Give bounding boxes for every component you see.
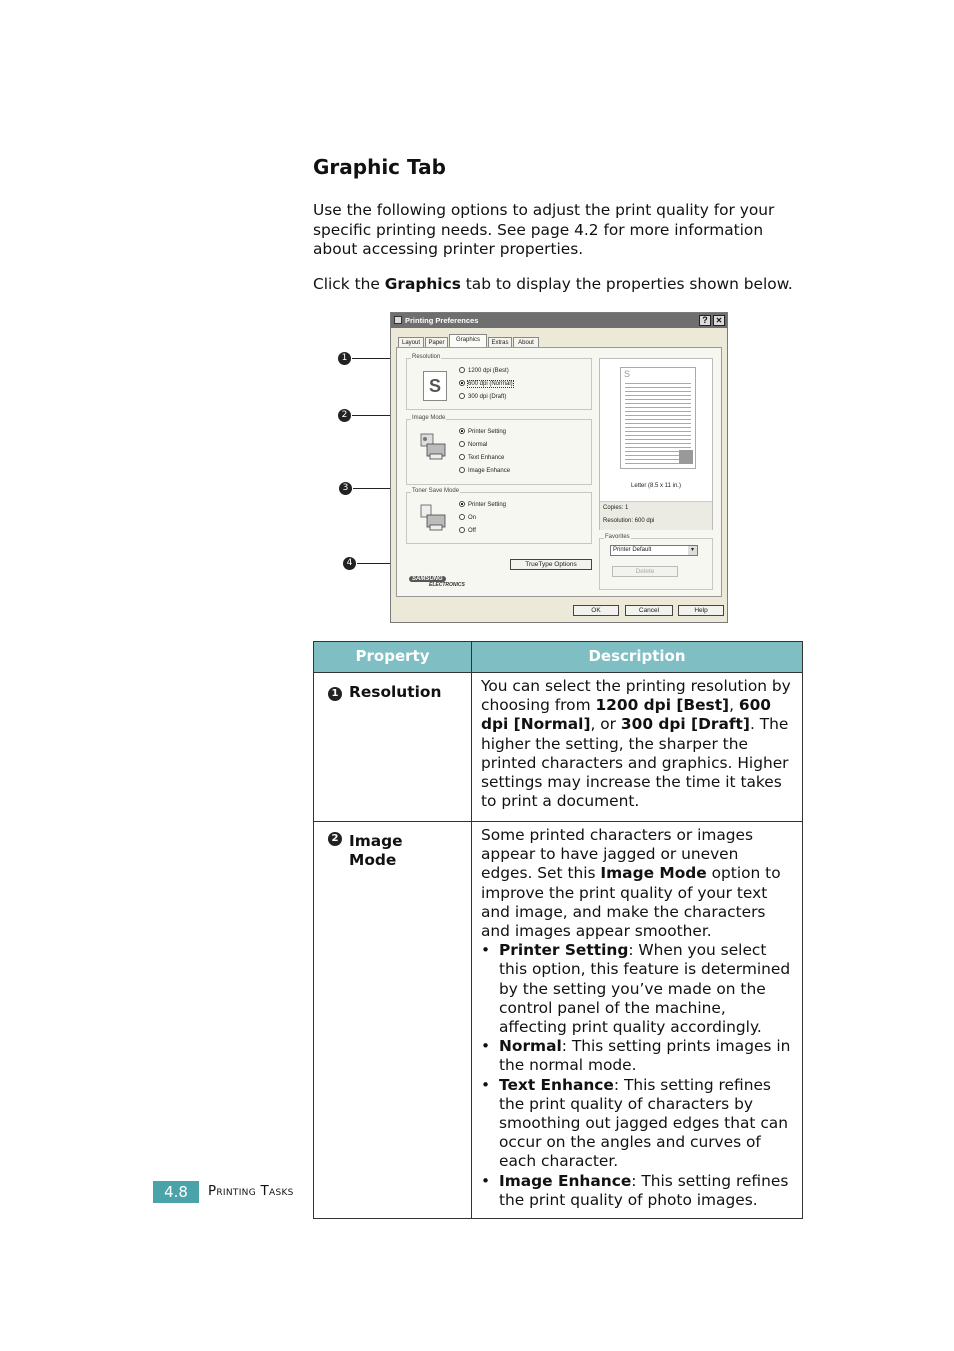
desc-text: , or [590,715,621,734]
bullet-text: : This setting prints images in the normal mode. [499,1037,791,1075]
list-item [499,941,794,1037]
radio-dot-icon [459,367,465,373]
table-header-row [314,642,803,673]
radio-1200dpi[interactable] [459,367,509,375]
radio-dot-selected-icon [459,501,465,507]
radio-300dpi[interactable] [459,393,506,401]
samsung-brand: SAMSUNG [409,576,446,582]
favorites-select[interactable] [610,545,698,556]
copies-info: Copies: 1 [603,505,629,511]
radio-ts-off-label: Off [468,528,476,534]
cancel-button[interactable]: Cancel [625,605,673,616]
header-property: Property [314,642,472,673]
section-name: Printing Tasks [208,1184,294,1199]
graphics-tab-pane [396,347,722,597]
row-number-badge: 2 [328,832,342,846]
preview-s-icon: S [624,369,631,379]
bullet-text: : When you select this option, this feature is determined by the setting you’ve made on the control panel of the machine, affecting print quality accordingly. [499,941,791,1037]
graphics-bold: Graphics [384,275,461,293]
samsung-brand-sub: ELECTRONICS [429,582,465,588]
property-image-mode [314,822,472,1219]
samsung-logo [409,576,465,588]
description-resolution [472,673,803,822]
printing-preferences-dialog [390,312,728,623]
callout-1: 1 [338,352,351,365]
desc-text: option to improve the print quality of your text and image, and make the characters and images appear smoother. [481,864,781,941]
favorites-select-value: Printer Default [613,547,652,553]
radio-300dpi-label: 300 dpi (Draft) [468,394,507,400]
radio-dot-icon [459,467,465,473]
desc-bold: Image Mode [600,864,707,883]
desc-bold: 1200 dpi [Best] [595,696,730,715]
property-resolution [314,673,472,822]
delete-button[interactable]: Delete [612,566,678,577]
desc-text: Some printed characters or images appear to have jagged or uneven edges. Set this [481,826,754,883]
radio-im-printer-setting[interactable] [459,428,506,436]
radio-600dpi-label: 600 dpi (Normal) [468,381,513,387]
property-image-mode-wrap [328,832,471,870]
header-description: Description [472,642,803,673]
radio-ts-on-label: On [468,515,477,521]
bullet-term: Text Enhance [499,1075,614,1094]
preview-image-block [679,450,693,464]
radio-im-image-enhance-label: Image Enhance [468,468,511,474]
resolution-group [406,354,592,410]
click-suffix: tab to display the properties shown below. [460,275,793,293]
bullet-text: : This setting refines the print quality of characters by smoothing out jagged edges that can occur on the angles and curves of each character. [499,1075,788,1171]
radio-dot-icon [459,527,465,533]
tab-extras[interactable]: Extras [488,337,512,347]
preview-info [600,501,712,530]
callout-2: 2 [338,409,351,422]
radio-1200dpi-label: 1200 dpi (Best) [468,368,509,374]
preview-panel [599,358,713,530]
radio-ts-printer-setting-label: Printer Setting [468,502,507,508]
property-table [313,641,803,1219]
radio-600dpi[interactable] [459,380,513,388]
printer-image-icon [419,432,449,462]
toner-save-label: Toner Save Mode [412,488,460,494]
radio-im-printer-setting-label: Printer Setting [468,429,507,435]
image-mode-options-list [481,941,794,1210]
bullet-text: : This setting refines the print quality of photo images. [499,1171,789,1209]
radio-dot-icon [459,514,465,520]
desc-text: , [729,696,739,715]
intro-paragraph: Use the following options to adjust the print quality for your specific printing needs. See page 4.2 for more information about accessing printer properties. [313,201,775,258]
callout-4: 4 [343,557,356,570]
bullet-term: Printer Setting [499,941,629,960]
radio-im-normal[interactable] [459,441,487,449]
preview-paper-size: Letter (8.5 x 11 in.) [631,483,681,489]
desc-text: . The higher the setting, the sharper the printed characters and graphics. Higher settings may increase the time it takes to print a document. [481,715,789,811]
image-mode-group [406,415,592,485]
page-number: 4.8 [153,1181,199,1203]
radio-ts-printer-setting[interactable] [459,501,506,509]
image-mode-intro [481,826,794,941]
radio-im-normal-label: Normal [468,442,488,448]
radio-dot-selected-icon [459,428,465,434]
printer-toner-icon [419,503,449,533]
radio-im-text-enhance-label: Text Enhance [468,455,505,461]
radio-ts-on[interactable] [459,514,476,522]
radio-dot-icon [459,441,465,447]
help-title-button[interactable]: ? [699,315,711,326]
list-item [499,1037,794,1075]
ok-button[interactable]: OK [573,605,619,616]
radio-dot-icon [459,454,465,460]
description-image-mode [472,822,803,1219]
table-row [314,822,803,1219]
tab-about[interactable]: About [513,337,539,347]
desc-bold: 300 dpi [Draft] [620,715,750,734]
favorites-group [599,534,713,590]
favorites-label: Favorites [605,534,630,540]
printer-icon [394,316,402,324]
row-number-badge: 1 [328,687,342,701]
dialog-titlebar [391,313,727,328]
radio-im-text-enhance[interactable] [459,454,504,462]
page-preview [620,367,696,469]
truetype-options-button[interactable]: TrueType Options [510,559,592,570]
desc-bold: 600 dpi [Normal] [481,696,772,734]
click-instruction [313,275,803,295]
click-prefix: Click the [313,275,385,293]
radio-im-image-enhance[interactable] [459,467,510,475]
tab-graphics[interactable]: Graphics [449,334,487,348]
bullet-term: Normal [499,1037,562,1056]
list-item [499,1076,794,1172]
radio-ts-off[interactable] [459,527,476,535]
bullet-term: Image Enhance [499,1171,632,1190]
resolution-info: Resolution: 600 dpi [603,518,655,524]
callout-3: 3 [339,482,352,495]
list-item [499,1172,794,1210]
close-title-button[interactable]: ✕ [713,315,725,326]
property-name: Resolution [349,683,442,701]
dialog-title: Printing Preferences [405,316,479,325]
radio-dot-icon [459,393,465,399]
radio-dot-selected-icon [459,380,465,386]
page-title: Graphic Tab [313,155,446,179]
help-button[interactable]: Help [678,605,724,616]
table-row [314,673,803,822]
desc-text: You can select the printing resolution by choosing from [481,677,791,715]
image-mode-label: Image Mode [412,415,446,421]
tab-paper[interactable]: Paper [425,337,448,347]
document-s-icon: S [423,371,447,401]
chevron-down-icon[interactable]: ▾ [688,546,697,555]
resolution-label: Resolution [412,354,441,360]
toner-save-group [406,488,592,544]
property-name: Image Mode [349,832,403,870]
tab-layout[interactable]: Layout [398,337,424,347]
